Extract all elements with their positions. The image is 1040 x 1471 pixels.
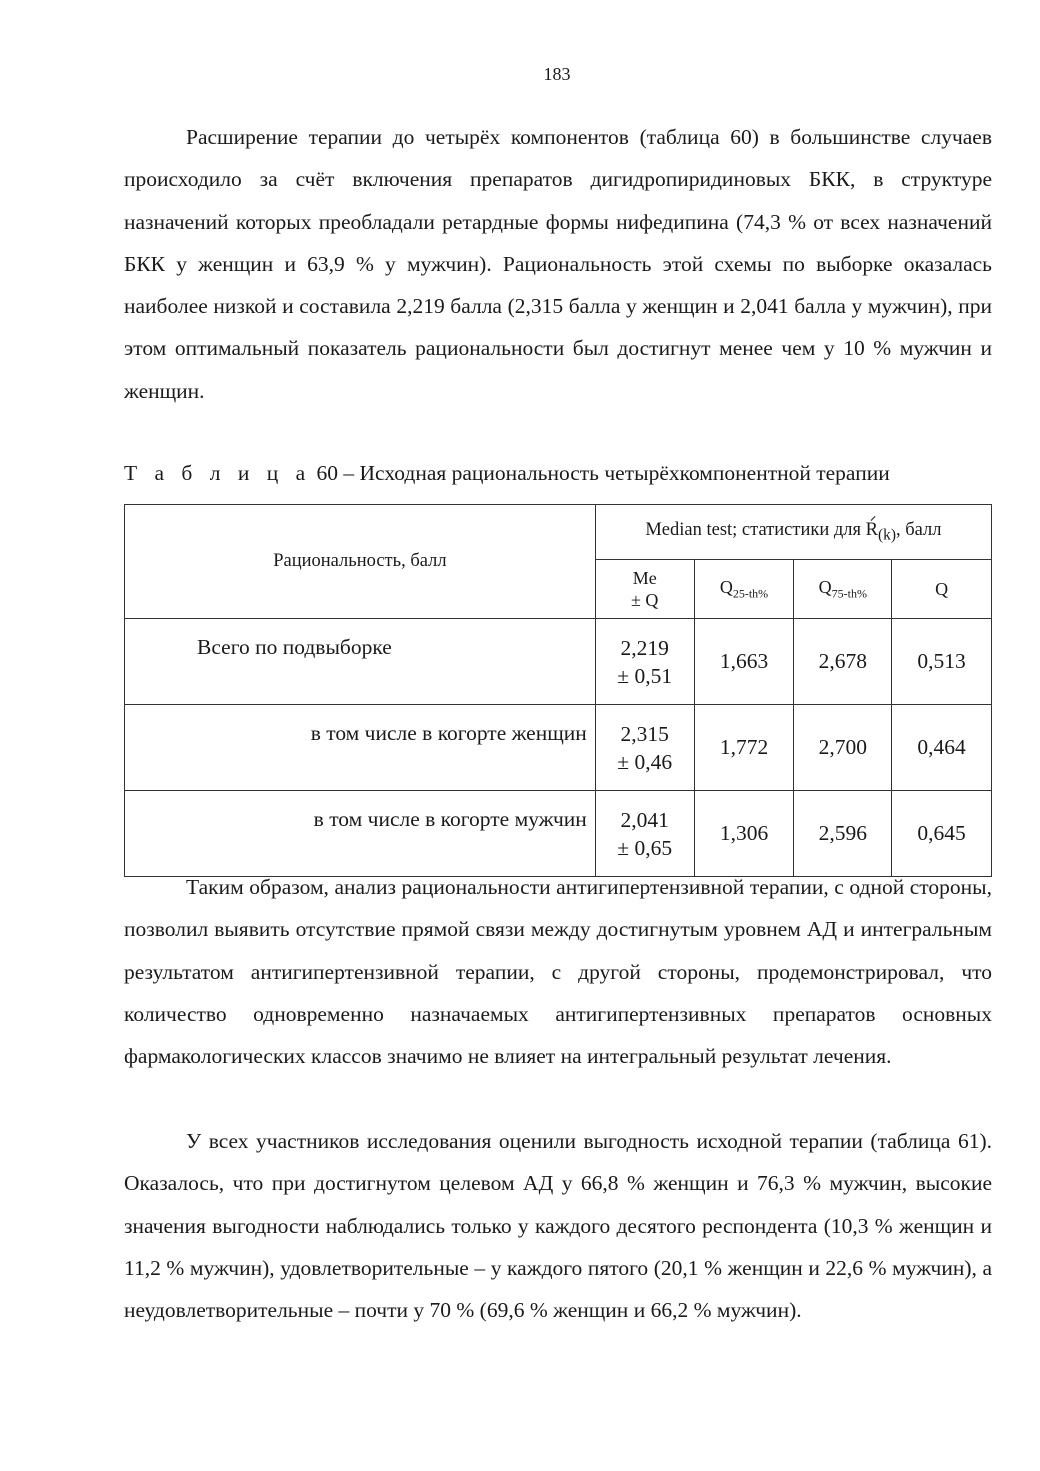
row-label: Всего по подвыборке bbox=[125, 619, 596, 705]
cell-me-deviation: ± 0,51 bbox=[617, 663, 673, 688]
cell-me bbox=[595, 705, 694, 791]
header-me bbox=[595, 560, 694, 619]
header-me-line1: Me bbox=[632, 568, 657, 588]
cell-q25: 1,663 bbox=[694, 619, 794, 705]
cell-q25: 1,306 bbox=[694, 791, 794, 877]
header-r-symbol: R bbox=[865, 519, 878, 540]
cell-me-value: 2,219 bbox=[620, 635, 669, 660]
row-label: в том числе в когорте женщин bbox=[125, 705, 596, 791]
header-median-prefix: Median test; статистики для bbox=[645, 519, 866, 540]
header-median-test bbox=[595, 505, 991, 560]
header-q75-base: Q bbox=[818, 576, 832, 597]
header-q75 bbox=[794, 560, 892, 619]
header-q25 bbox=[694, 560, 794, 619]
cell-q: 0,513 bbox=[892, 619, 992, 705]
cell-me-value: 2,315 bbox=[620, 721, 669, 746]
cell-q75: 2,596 bbox=[794, 791, 892, 877]
paragraph-conclusion: Таким образом, анализ рациональности антигипертензивной терапии, с одной стороны, позволил выявить отсутствие прямой связи между достигнутым уровнем АД и интегральным результатом антигипертензивной терапии, с другой стороны, продемонстрировал, что количество одновременно назначаемых антигипертензивных препаратов основных фармакологических классов значимо не влияет на интегральный результат лечения. bbox=[124, 875, 992, 1069]
header-q75-sub: 75-th% bbox=[831, 586, 867, 601]
cell-q: 0,464 bbox=[892, 705, 992, 791]
header-me-line2: ± Q bbox=[631, 590, 659, 610]
header-q: Q bbox=[892, 560, 992, 619]
cell-me-value: 2,041 bbox=[620, 807, 669, 832]
header-r-sub: (k) bbox=[878, 526, 896, 544]
table-caption-number: 60 bbox=[316, 461, 339, 485]
table-row bbox=[125, 705, 992, 791]
cell-q75: 2,678 bbox=[794, 619, 892, 705]
cell-me bbox=[595, 619, 694, 705]
header-q25-base: Q bbox=[719, 576, 733, 597]
header-q25-sub: 25-th% bbox=[732, 586, 769, 601]
row-label: в том числе в когорте мужчин bbox=[125, 791, 596, 877]
page-number: 183 bbox=[543, 64, 571, 84]
header-median-suffix: , балл bbox=[895, 519, 942, 540]
table-row bbox=[125, 791, 992, 877]
cell-q: 0,645 bbox=[892, 791, 992, 877]
cell-me-deviation: ± 0,46 bbox=[617, 749, 673, 774]
paragraph-benefit: У всех участников исследования оценили выгодность исходной терапии (таблица 61). Оказалось, что при достигнутом целевом АД у 66,8 % женщин и 76,3 % мужчин, высокие значения выгодности наблюдались только у каждого десятого респондента (10,3 % женщин и 11,2 % мужчин), удовлетворительные – у каждого пятого (20,1 % женщин и 22,6 % мужчин), а неудовлетворительные – почти у 70 % (69,6 % женщин и 66,2 % мужчин). bbox=[124, 1129, 992, 1323]
cell-me bbox=[595, 791, 694, 877]
rationality-table bbox=[124, 504, 992, 877]
paragraph-intro: Расширение терапии до четырёх компонентов (таблица 60) в большинстве случаев происходило за счёт включения препаратов дигидропиридиновых БКК, в структуре назначений которых преобладали ретардные формы нифедипина (74,3 % от всех назначений БКК у женщин и 63,9 % у мужчин). Рациональность этой схемы по выборке оказалась наиболее низкой и составила 2,219 балла (2,315 балла у женщин и 2,041 балла у мужчин), при этом оптимальный показатель рациональности был достигнут менее чем у 10 % мужчин и женщин. bbox=[124, 125, 992, 403]
table-caption-text: – Исходная рациональность четырёхкомпонентной терапии bbox=[343, 461, 890, 485]
cell-me-deviation: ± 0,65 bbox=[617, 835, 673, 860]
table-caption-prefix: Т а б л и ц а bbox=[124, 461, 312, 485]
header-rationality: Рациональность, балл bbox=[125, 505, 596, 619]
table-row bbox=[125, 619, 992, 705]
cell-q75: 2,700 bbox=[794, 705, 892, 791]
table-caption bbox=[124, 461, 890, 486]
cell-q25: 1,772 bbox=[694, 705, 794, 791]
